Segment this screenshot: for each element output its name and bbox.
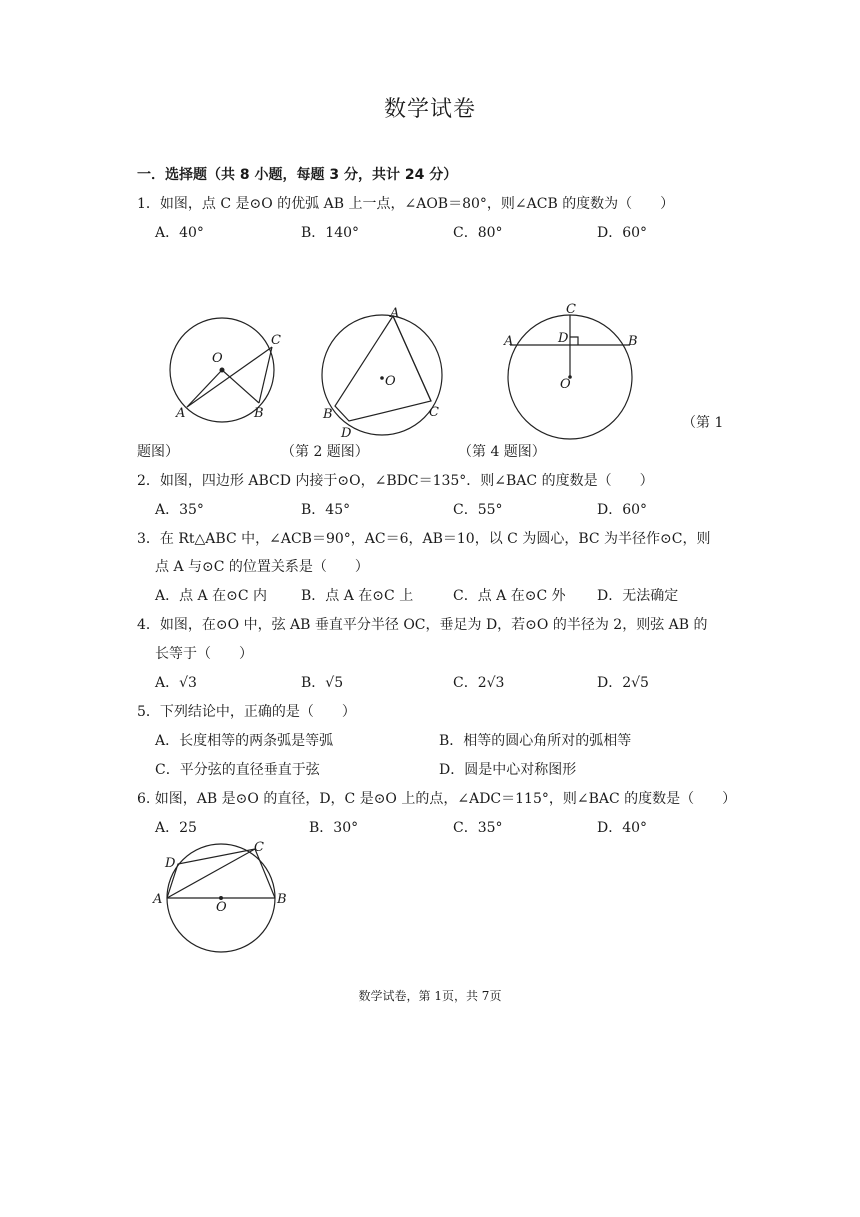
q3-stem-line2: 点 A 与⊙C 的位置关系是（ ）	[155, 559, 369, 575]
q6-option-c: C．35°	[453, 820, 503, 836]
q6-option-b: B．30°	[309, 820, 359, 836]
fig1-caption-part1: （第 1	[682, 415, 724, 431]
fig2-center-dot	[380, 376, 384, 380]
q1-option-c: C．80°	[453, 225, 503, 241]
fig6-segment-ac	[167, 849, 255, 898]
q4-option-b: B．√5	[301, 675, 344, 691]
figure-2	[315, 300, 450, 440]
q4-stem-line2: 长等于（ ）	[155, 646, 253, 662]
fig2-label-a: A	[390, 306, 400, 321]
fig1-center-dot	[220, 368, 225, 373]
q5-option-a: A．长度相等的两条弧是等弧	[155, 733, 334, 749]
fig4-label-b: B	[628, 334, 638, 349]
q1-stem: 1．如图，点 C 是⊙O 的优弧 AB 上一点，∠AOB＝80°，则∠ACB 的度数为（ ）	[137, 196, 675, 212]
fig6-label-a: A	[153, 892, 163, 907]
q4-option-a: A．√3	[155, 675, 197, 691]
q5-option-d: D．圆是中心对称图形	[439, 762, 577, 778]
q1-option-a: A．40°	[155, 225, 204, 241]
fig4-caption: （第 4 题图）	[458, 444, 546, 460]
q2-option-d: D．60°	[597, 502, 648, 518]
q1-option-d: D．60°	[597, 225, 648, 241]
fig2-label-o: O	[385, 374, 396, 389]
q6-option-a: A．25	[155, 820, 197, 836]
fig4-label-d: D	[558, 331, 569, 346]
fig1-label-c: C	[271, 333, 281, 348]
fig2-label-d: D	[341, 426, 352, 440]
fig6-label-c: C	[254, 840, 264, 855]
q2-option-c: C．55°	[453, 502, 503, 518]
fig2-label-c: C	[429, 405, 439, 420]
fig4-right-angle-mark	[570, 337, 578, 345]
fig2-label-b: B	[323, 407, 333, 422]
fig1-label-a: A	[176, 406, 186, 421]
q3-option-c: C．点 A 在⊙C 外	[453, 588, 566, 604]
figure-6	[148, 835, 298, 960]
q5-stem: 5．下列结论中，正确的是（ ）	[137, 704, 356, 720]
q2-option-b: B．45°	[301, 502, 351, 518]
fig6-polyline-adcb	[167, 849, 275, 898]
fig6-label-o: O	[216, 900, 227, 915]
q4-option-c: C．2√3	[453, 675, 505, 691]
fig1-caption-part2: 题图）	[137, 444, 179, 460]
fig4-label-o: O	[560, 377, 571, 392]
fig1-label-b: B	[254, 406, 264, 421]
q5-option-b: B．相等的圆心角所对的弧相等	[439, 733, 632, 749]
fig1-segment-oa	[187, 370, 222, 407]
q3-stem-line1: 3．在 Rt△ABC 中，∠ACB＝90°，AC＝6，AB＝10，以 C 为圆心，BC 为半径作⊙C，则	[137, 531, 711, 547]
fig2-caption: （第 2 题图）	[281, 444, 369, 460]
q6-stem: 6. 如图，AB 是⊙O 的直径，D，C 是⊙O 上的点，∠ADC＝115°，则∠BAC 的度数是（ ）	[137, 791, 737, 807]
fig2-segment-ac	[393, 316, 431, 401]
fig6-label-b: B	[277, 892, 287, 907]
page-footer: 数学试卷，第 1页，共 7页	[358, 989, 502, 1003]
fig6-label-d: D	[165, 856, 176, 871]
fig4-label-a: A	[504, 334, 514, 349]
fig4-label-c: C	[566, 302, 576, 317]
q2-option-a: A．35°	[155, 502, 204, 518]
q5-option-c: C．平分弦的直径垂直于弦	[155, 762, 320, 778]
q4-stem-line1: 4．如图，在⊙O 中，弦 AB 垂直平分半径 OC，垂足为 D，若⊙O 的半径为 2，则弦 AB 的	[137, 617, 708, 633]
q3-option-d: D．无法确定	[597, 588, 679, 604]
q3-option-b: B．点 A 在⊙C 上	[301, 588, 414, 604]
q4-option-d: D．2√5	[597, 675, 649, 691]
figure-1	[160, 310, 290, 430]
page-title: 数学试卷	[383, 97, 476, 122]
fig1-label-o: O	[212, 351, 223, 366]
fig1-segment-ac	[187, 347, 272, 407]
q6-option-d: D．40°	[597, 820, 648, 836]
figure-4	[498, 298, 648, 440]
q2-stem: 2．如图，四边形 ABCD 内接于⊙O，∠BDC＝135°．则∠BAC 的度数是（ ）	[137, 473, 654, 489]
q3-option-a: A．点 A 在⊙C 内	[155, 588, 268, 604]
section-heading: 一．选择题（共 8 小题，每题 3 分，共计 24 分）	[137, 167, 458, 183]
q1-option-b: B．140°	[301, 225, 360, 241]
fig1-segment-ob	[222, 370, 259, 403]
